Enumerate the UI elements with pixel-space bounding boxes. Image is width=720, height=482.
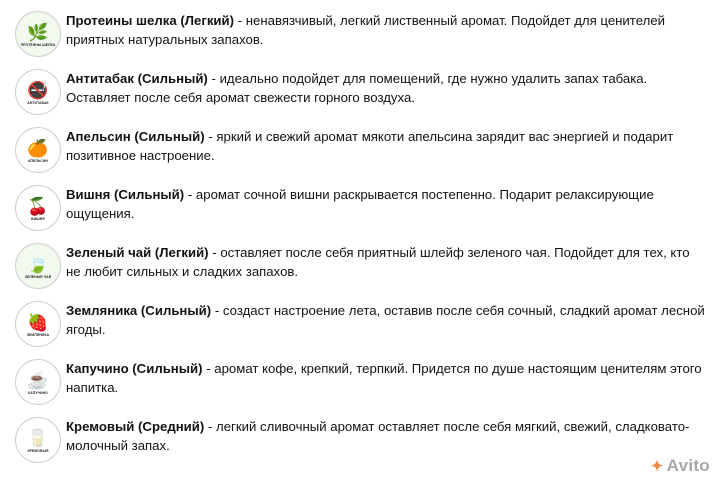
avito-logo-icon: ✦ [650, 458, 664, 475]
cappuccino-cup-icon [15, 359, 61, 405]
item-description: ненавязчивый, легкий лиственный аромат. Подойдет для ценителей приятных натуральных запахов. [66, 13, 665, 47]
item-name: Протеины шелка (Легкий) [66, 13, 235, 28]
list-item [10, 66, 706, 118]
item-name: Вишня (Сильный) [66, 187, 185, 202]
orange-icon [15, 127, 61, 173]
list-item [10, 240, 706, 292]
list-item [10, 124, 706, 176]
item-description: создаст настроение лета, оставив после себя сочный, сладкий аромат лесной ягоды. [66, 303, 705, 337]
item-description: легкий сливочный аромат оставляет после себя мягкий, свежий, сладковато-молочный запах. [66, 419, 690, 453]
silk-protein-icon [15, 11, 61, 57]
item-name: Капучино (Сильный) [66, 361, 203, 376]
item-separator: - [204, 419, 217, 434]
icon-caption: ВИШНЯ [31, 216, 45, 221]
icon-container [10, 298, 66, 350]
cappuccino-glyph: ☕ [27, 370, 49, 390]
icon-container [10, 66, 66, 118]
watermark-text: Avito [666, 456, 710, 475]
icon-caption: ПРОТЕИНЫ ШЕЛКА [20, 42, 56, 47]
cream-glyph: 🥛 [27, 428, 49, 448]
icon-container [10, 414, 66, 466]
item-separator: - [202, 361, 215, 376]
no-smoking-icon [15, 69, 61, 115]
green-tea-icon [15, 243, 61, 289]
cherry-icon [15, 185, 61, 231]
list-item [10, 414, 706, 466]
item-name: Апельсин (Сильный) [66, 129, 205, 144]
cream-jar-icon [15, 417, 61, 463]
item-name: Земляника (Сильный) [66, 303, 212, 318]
icon-container [10, 182, 66, 234]
icon-caption: ЗЕМЛЯНИКА [26, 332, 50, 337]
icon-container [10, 8, 66, 60]
avito-watermark [651, 456, 710, 476]
item-description: аромат кофе, крепкий, терпкий. Придется по душе настоящим ценителям этого напитка. [66, 361, 702, 395]
item-name: Кремовый (Средний) [66, 419, 205, 434]
item-name: Антитабак (Сильный) [66, 71, 208, 86]
item-text [66, 8, 706, 49]
icon-container [10, 240, 66, 292]
wild-strawberry-glyph: 🍓 [27, 312, 49, 332]
no-smoking-glyph: 🚭 [27, 80, 49, 100]
item-separator: - [211, 303, 223, 318]
icon-container [10, 356, 66, 408]
item-text [66, 124, 706, 165]
icon-caption: ЗЕЛЕНЫЙ ЧАЙ [24, 274, 52, 279]
orange-glyph: 🍊 [27, 138, 49, 158]
item-separator: - [204, 129, 217, 144]
item-separator: - [184, 187, 196, 202]
item-description: аромат сочной вишни раскрывается постепенно. Подарит релаксирующие ощущения. [66, 187, 654, 221]
icon-container [10, 124, 66, 176]
list-item [10, 182, 706, 234]
icon-caption: КРЕМОВЫЙ [27, 448, 49, 453]
green-tea-glyph: 🍃 [27, 254, 49, 274]
list-item [10, 8, 706, 60]
cherry-glyph: 🍒 [27, 196, 49, 216]
item-description: оставляет после себя приятный шлейф зеленого чая. Подойдет для тех, кто не любит сильных и сладких запахов. [66, 245, 690, 279]
item-text [66, 356, 706, 397]
item-text [66, 66, 706, 107]
icon-caption: АНТИТАБАК [27, 100, 49, 105]
item-text [66, 414, 706, 455]
icon-caption: АПЕЛЬСИН [28, 158, 48, 163]
item-text [66, 240, 706, 281]
item-name: Зеленый чай (Легкий) [66, 245, 209, 260]
icon-caption: КАПУЧИНО [28, 390, 48, 395]
item-text [66, 182, 706, 223]
item-separator: - [234, 13, 246, 28]
item-separator: - [208, 245, 221, 260]
item-description: идеально подойдет для помещений, где нужно удалить запах табака. Оставляет после себя аромат свежести горного воздуха. [66, 71, 648, 105]
item-separator: - [207, 71, 220, 86]
list-item [10, 356, 706, 408]
list-item [10, 298, 706, 350]
wild-strawberry-icon [15, 301, 61, 347]
silk-protein-glyph: 🌿 [27, 22, 49, 42]
item-text [66, 298, 706, 339]
item-description: яркий и свежий аромат мякоти апельсина зарядит вас энергией и подарит позитивное настроение. [66, 129, 674, 163]
